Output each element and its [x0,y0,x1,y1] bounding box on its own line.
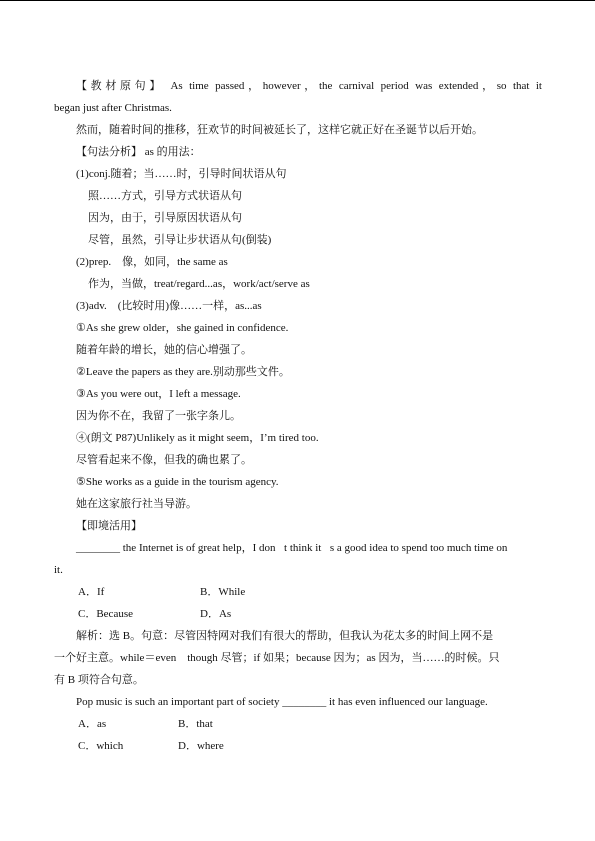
example-5: ⑤She works as a guide in the tourism agency. [76,476,279,488]
option-c: C．which [78,740,124,752]
usage-conj-reason: 因为，由于，引导原因状语从句 [88,212,242,224]
page-top-rule [0,0,595,1]
question-1-stem: ________ the Internet is of great help，I don t think it s a good idea to spend too much time on [76,542,508,554]
example-1: ①As she grew older，she gained in confidence. [76,322,289,334]
example-3: ③As you were out，I left a message. [76,388,241,400]
option-a: A．If [78,586,105,598]
option-b: B．While [200,586,246,598]
usage-prep-as: 作为，当做，treat/regard...as，work/act/serve as [88,278,310,290]
option-c: C．Because [78,608,133,620]
example-5-translation: 她在这家旅行社当导游。 [76,498,197,510]
example-1-translation: 随着年龄的增长，她的信心增强了。 [76,344,252,356]
usage-prep: (2)prep. 像，如同，the same as [76,256,228,268]
example-4: ④(朗文 P87)Unlikely as it might seem，I’m tired too. [76,432,319,444]
usage-conj: (1)conj.随着；当……时，引导时间状语从句 [76,168,287,180]
source-sentence-continued: began just after Christmas. [54,102,172,114]
option-d: D．where [178,740,224,752]
document-page [54,78,542,760]
usage-adv: (3)adv. (比较时用)像……一样，as...as [76,300,262,312]
syntax-analysis-heading: 【句法分析】 as 的用法： [76,146,201,158]
usage-conj-manner: 照……方式，引导方式状语从句 [88,190,242,202]
answer-analysis-continued: 一个好主意。while＝even though 尽管；if 如果；because 因为；as 因为，当……的时候。只 [54,652,500,664]
example-3-translation: 因为你不在，我留了一张字条儿。 [76,410,241,422]
option-a: A．as [78,718,107,730]
option-d: D．As [200,608,232,620]
option-b: B．that [178,718,213,730]
source-sentence-label: 【教材原句】 As time passed，however，the carnival period was extended，so that it [76,80,542,92]
practice-heading: 【即境活用】 [76,520,142,532]
question-1-stem-continued: it. [54,564,63,576]
example-2: ②Leave the papers as they are.别动那些文件。 [76,366,290,378]
example-4-translation: 尽管看起来不像，但我的确也累了。 [76,454,252,466]
question-2-options-row-2 [54,738,542,760]
answer-analysis: 解析：选 B。句意：尽管因特网对我们有很大的帮助，但我认为花太多的时间上网不是 [76,630,494,642]
question-1-options-row-1 [54,584,542,606]
source-sentence-translation: 然而，随着时间的推移，狂欢节的时间被延长了，这样它就正好在圣诞节以后开始。 [76,124,483,136]
usage-conj-concession: 尽管，虽然，引导让步状语从句(倒装) [88,234,272,246]
question-2-options-row-1 [54,716,542,738]
question-2-stem: Pop music is such an important part of society ________ it has even influenced our language. [76,696,488,708]
answer-analysis-end: 有 B 项符合句意。 [54,674,144,686]
question-1-options-row-2 [54,606,542,628]
